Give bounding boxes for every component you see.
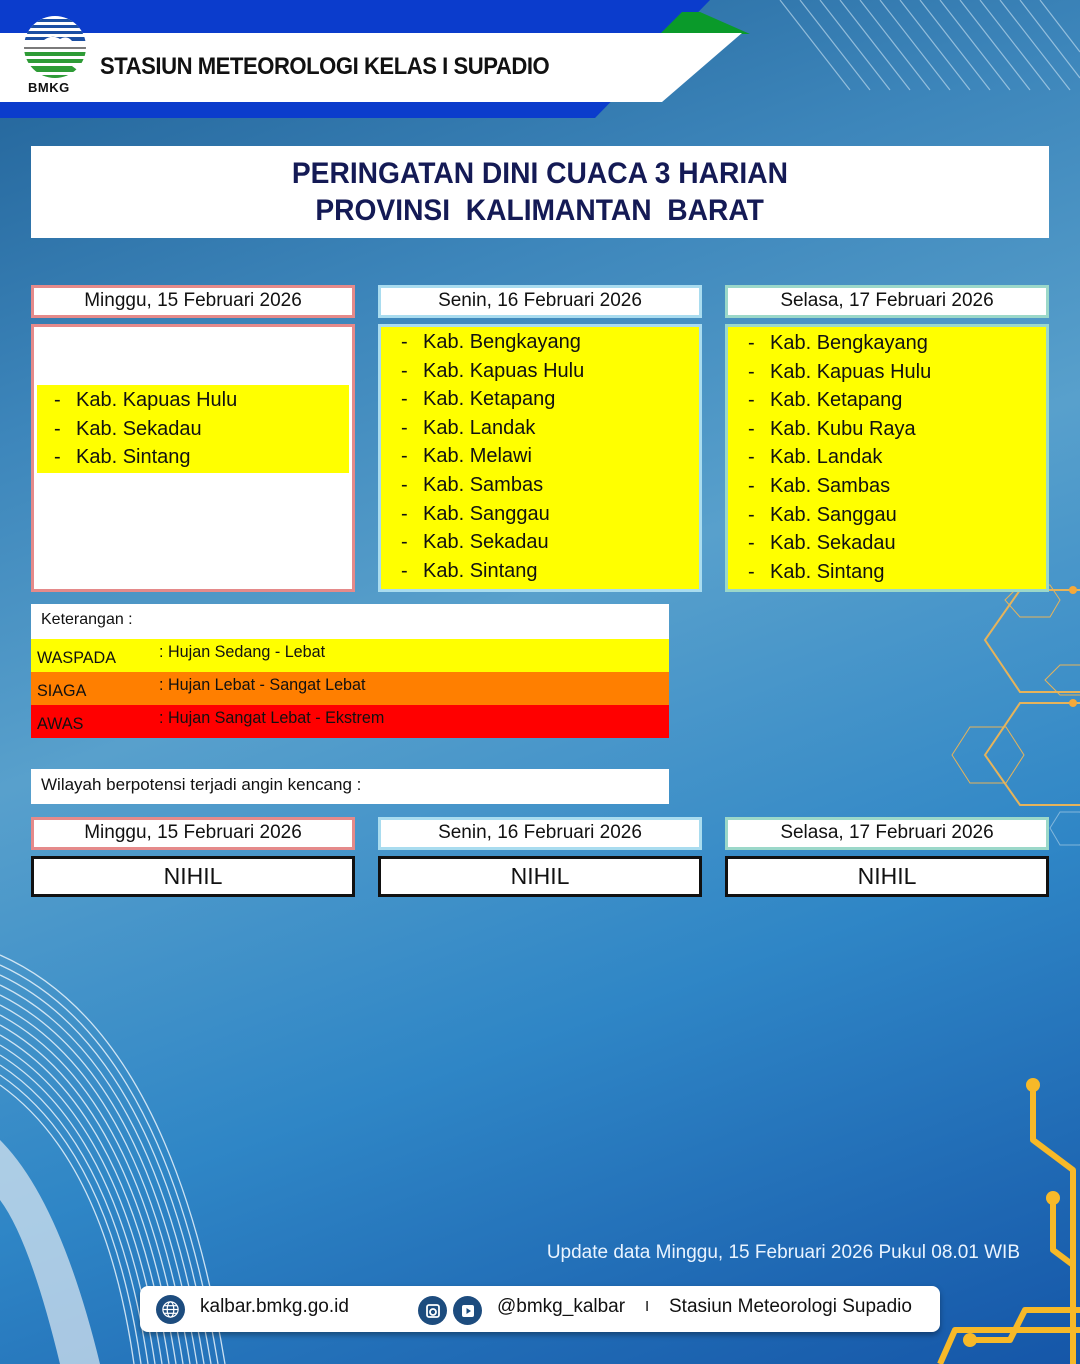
day-3-warning-box: [725, 324, 1049, 592]
instagram-icon[interactable]: [418, 1296, 447, 1325]
wind-day-3-date: Selasa, 17 Februari 2026: [725, 817, 1049, 850]
list-item: - Kab. Bengkayang: [748, 332, 928, 354]
title-line-1: PERINGATAN DINI CUACA 3 HARIAN: [291, 157, 789, 190]
station-title: STASIUN METEOROLOGI KELAS I SUPADIO: [100, 53, 550, 80]
footer-bar: [140, 1286, 940, 1332]
list-item: - Kab. Sambas: [401, 473, 544, 496]
list-item: - Kab. Landak: [401, 416, 536, 439]
day-2-warning-box: [378, 324, 702, 592]
list-item: - Kab. Kapuas Hulu: [748, 360, 932, 383]
update-timestamp: Update data Minggu, 15 Februari 2026 Pukul 08.01 WIB: [546, 1242, 1020, 1263]
list-item: - Kab. Sintang: [54, 446, 191, 469]
legend: [31, 604, 669, 738]
day-1-warning-box: [31, 324, 355, 592]
list-item: - Kab. Sekadau: [54, 417, 202, 440]
day-3-date-header: Selasa, 17 Februari 2026: [725, 285, 1049, 318]
legend-row-awas: [31, 705, 669, 738]
wind-day-2-date: Senin, 16 Februari 2026: [378, 817, 702, 850]
list-item: - Kab. Kapuas Hulu: [54, 389, 238, 411]
wind-day-3-value: NIHIL: [725, 856, 1049, 897]
title-line-2: PROVINSI KALIMANTAN BARAT: [315, 194, 765, 227]
list-item: - Kab. Ketapang: [748, 389, 903, 412]
legend-row-siaga: [31, 672, 669, 705]
legend-level: SIAGA: [37, 681, 87, 700]
website-link[interactable]: kalbar.bmkg.go.id: [200, 1296, 349, 1317]
day-3-area-list: [728, 329, 1046, 586]
footer-separator: I: [645, 1298, 650, 1315]
logo-text: BMKG: [28, 80, 70, 95]
footer-station-name: Stasiun Meteorologi Supadio: [669, 1296, 912, 1317]
wind-day-1-value: NIHIL: [31, 856, 355, 897]
globe-icon: [156, 1295, 185, 1324]
day-1-area-list: [34, 386, 352, 472]
wind-section-title: Wilayah berpotensi terjadi angin kencang :: [31, 769, 669, 804]
legend-row-waspada: [31, 639, 669, 672]
legend-desc: : Hujan Sedang - Lebat: [159, 642, 326, 661]
list-item: - Kab. Kapuas Hulu: [401, 359, 585, 382]
social-handle[interactable]: @bmkg_kalbar: [497, 1296, 626, 1317]
day-1-date-header: Minggu, 15 Februari 2026: [31, 285, 355, 318]
list-item: - Kab. Landak: [748, 446, 883, 469]
legend-desc: : Hujan Lebat - Sangat Lebat: [159, 675, 366, 694]
list-item: - Kab. Sintang: [401, 559, 538, 582]
list-item: - Kab. Ketapang: [401, 388, 556, 411]
list-item: - Kab. Kubu Raya: [748, 417, 916, 440]
day-2-area-list: [381, 328, 699, 585]
youtube-icon[interactable]: [453, 1296, 482, 1325]
page-title: [31, 146, 1049, 238]
list-item: - Kab. Bengkayang: [401, 331, 581, 353]
day-2-date-header: Senin, 16 Februari 2026: [378, 285, 702, 318]
legend-level: WASPADA: [37, 648, 116, 667]
list-item: - Kab. Sanggau: [401, 502, 550, 525]
list-item: - Kab. Sambas: [748, 474, 891, 497]
legend-desc: : Hujan Sangat Lebat - Ekstrem: [159, 708, 385, 727]
legend-level: AWAS: [37, 714, 84, 733]
list-item: - Kab. Sekadau: [748, 532, 896, 555]
list-item: - Kab. Sekadau: [401, 531, 549, 554]
list-item: - Kab. Sanggau: [748, 503, 897, 526]
wind-day-1-date: Minggu, 15 Februari 2026: [31, 817, 355, 850]
list-item: - Kab. Melawi: [401, 445, 532, 468]
legend-title: Keterangan :: [31, 604, 669, 639]
wind-day-2-value: NIHIL: [378, 856, 702, 897]
list-item: - Kab. Sintang: [748, 560, 885, 583]
